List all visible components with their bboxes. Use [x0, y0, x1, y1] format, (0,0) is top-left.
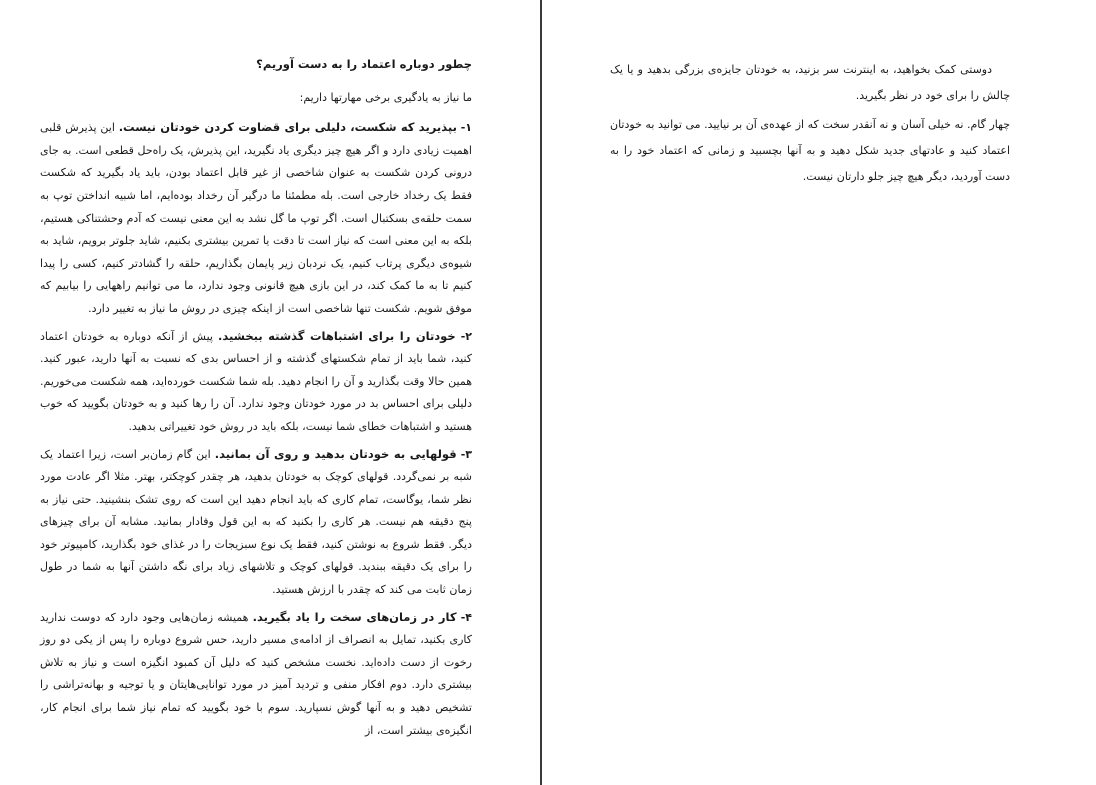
item-body: همیشه زمان‌هایی وجود دارد که دوست ندارید کاری بکنید، تمایل به انصراف از ادامه‌ی مسیر دارید، حس شروع دوباره را پس از یکی دو روز رخوت از دست داده‌اید. نخست مشخص کنید که دلیل آن کمبود انگیزه است و نیاز به تلاش بیشتری دارد. دوم افکار منفی و تردید آمیز در مورد توانایی‌هایتان و یا توجیه و بهانه‌تراشی را تشخیص دهید و به آنها گوش نسپارید. سوم با خود بگویید که تمام نیاز شما برای انجام کار، انگیزه‌ی بیشتر است، از [40, 610, 472, 737]
item-heading: کار در زمان‌های سخت را یاد بگیرید. [252, 609, 457, 624]
left-page [40, 53, 472, 746]
item-body: این گام زمان‌بر است، زیرا اعتماد یک شبه بر نمی‌گردد. قولهای کوچک به خودتان بدهید، هر چقدر کوچکتر، بهتر. مثلا اگر عادت مورد نظر شما، یوگاست، تمام کاری که باید انجام دهید این است که روی تشک بنشینید. حتی نیاز به پنج دقیقه هم نیست. هر کاری را بکنید که به این قول وفادار بمانید. مشابه آن برای چیزهای دیگر. فقط شروع به نوشتن کنید، فقط یک نوع سبزیجات را در غذای خود بگذارید، کامپیوتر خود را برای یک دقیقه ببندید. قولهای کوچک و تلاشهای زیاد برای نگه داشتن آنها به شما در طول زمان ثابت می کند که چقدر با ارزش هستید. [40, 447, 472, 597]
item-number: ۴- [460, 610, 472, 624]
paragraph: دوستی کمک بخواهید، به اینترنت سر بزنید، به خودتان جایزه‌ی بزرگی بدهید و یا یک چالش را برای خود در نظر بگیرید. [610, 63, 1010, 102]
item-heading: خودتان را برای اشتباهات گذشته ببخشید. [217, 328, 456, 343]
item-number: ۳- [460, 447, 473, 461]
list-item-1 [40, 116, 472, 320]
page-divider [540, 0, 542, 785]
item-heading: بپذیرید که شکست، دلیلی برای قضاوت کردن خودتان نیست. [118, 120, 457, 135]
item-number: ۲- [460, 329, 472, 343]
page-title: چطور دوباره اعتماد را به دست آوریم؟ [256, 57, 472, 71]
item-heading: قولهایی به خودتان بدهید و روی آن بمانید. [214, 446, 457, 461]
item-body: این پذیرش قلبی اهمیت زیادی دارد و اگر هیچ چیز دیگری یاد نگیرید، این پذیرش، یک راه‌حل قطعی است. به جای درونی کردن شکست به عنوان شاخصی از غیر قابل اعتماد بودن، باید یاد بگیرید که شکست فقط یک رخداد خارجی است. بله مطمئنا ما درگیر آن رخداد بوده‌ایم، اما شبیه انداختن توپ به سمت حلقه‌ی بسکتبال است. اگر توپ ما گل نشد به این معنی نیست که آدم وحشتناکی هستیم، بلکه به این معنی است که نیاز است تا دقت یا تمرین بیشتری بکنیم، شاید جلوتر برویم، شاید به شیوه‌ی دیگری پرتاب کنیم، یک نردبان زیر پایمان بگذاریم، حلقه را گشادتر کنیم، کسی را پیدا کنیم تا به ما کمک کند، در این بازی هیچ قانونی وجود ندارد، ما می توانیم راههایی را بیابیم که موفق شویم. شکست تنها شاخصی است از اینکه چیزی در روش ما نیاز به تغییر دارد. [40, 121, 472, 315]
list-item-4 [40, 606, 472, 743]
intro-text: ما نیاز به یادگیری برخی مهارتها داریم: [299, 90, 472, 104]
list-item-2 [40, 325, 472, 439]
paragraph: چهار گام. نه خیلی آسان و نه آنقدر سخت که از عهده‌ی آن بر نیایید. می توانید به خودتان اعتماد کنید و عادتهای جدید شکل دهید و به آنها بچسبید و زمانی که اعتماد خود را به دست آوردید، دیگر هیچ چیز جلو دارتان نیست. [610, 118, 1010, 183]
item-number: ۱- [460, 121, 473, 135]
list-item-3 [40, 443, 472, 602]
right-page [610, 57, 1010, 193]
item-body: پیش از آنکه دوباره به خودتان اعتماد کنید، شما باید از تمام شکستهای گذشته و از احساس بدی که نسبت به آنها دارید، عبور کنید. همین حالا وقت بگذارید و آن را انجام دهید. بله شما شکست خورده‌اید، همه شکست می‌خوریم. دلیلی برای احساس بد در مورد خودتان وجود ندارد. آن را رها کنید و به خودتان بگویید که خوب هستید و اشتباهات خطای شما نیست، بلکه باید در روش خود تغییراتی بدهید. [40, 329, 472, 433]
